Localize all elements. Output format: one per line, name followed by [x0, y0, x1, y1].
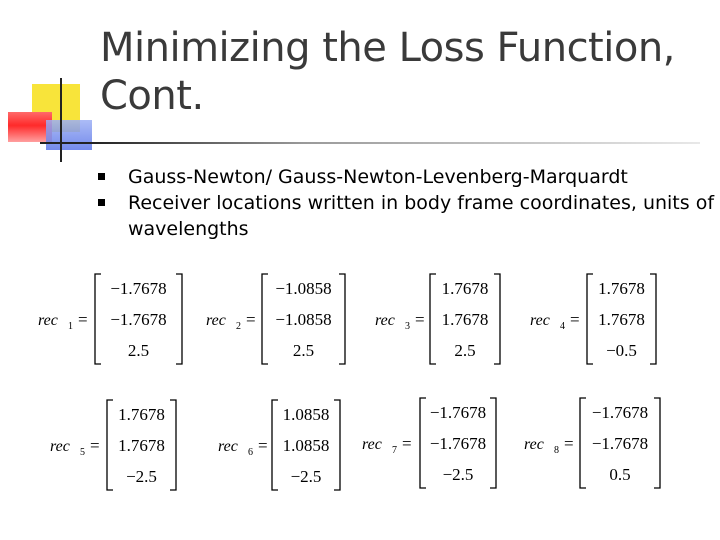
title-underline — [40, 142, 700, 144]
receiver-label: rec — [530, 312, 550, 329]
matrix-entry: −1.7678 — [110, 279, 167, 298]
equals-sign: = — [402, 434, 412, 453]
receiver-subscript: 8 — [554, 445, 559, 456]
right-bracket — [654, 398, 660, 488]
equals-sign: = — [246, 310, 256, 329]
equals-sign: = — [78, 310, 88, 329]
equals-sign: = — [570, 310, 580, 329]
receiver-label: rec — [50, 438, 70, 455]
bullet-text: Receiver locations written in body frame coordinates, units of wavelengths — [128, 192, 715, 240]
matrix-entry: 1.7678 — [441, 279, 489, 298]
bullet-item — [98, 164, 718, 190]
right-bracket — [176, 274, 182, 364]
equals-sign: = — [415, 310, 425, 329]
receiver-subscript: 3 — [405, 321, 410, 332]
bullet-text: Gauss-Newton/ Gauss-Newton-Levenberg-Marquardt — [128, 166, 628, 188]
right-bracket — [490, 398, 496, 488]
bullet-list — [98, 164, 718, 242]
slide-title: Minimizing the Loss Function, Cont. — [100, 25, 675, 119]
left-bracket — [420, 398, 426, 488]
matrix-entry: 1.7678 — [118, 405, 165, 424]
bullet-square-icon — [98, 199, 105, 206]
matrix-entry: 2.5 — [454, 341, 476, 360]
equals-sign: = — [564, 434, 574, 453]
receiver-subscript: 5 — [80, 447, 85, 458]
right-bracket — [494, 274, 500, 364]
left-bracket — [107, 400, 113, 490]
right-bracket — [334, 400, 340, 490]
receiver-label: rec — [218, 438, 238, 455]
receiver-label: rec — [206, 312, 226, 329]
matrix-entry: 1.7678 — [441, 310, 489, 329]
matrix-entry: 1.7678 — [118, 436, 165, 455]
left-bracket — [262, 274, 268, 364]
matrix-entry: −1.0858 — [275, 310, 332, 329]
receiver-subscript: 7 — [392, 445, 397, 456]
matrix-entry: −1.7678 — [429, 403, 487, 422]
receiver-label: rec — [362, 436, 382, 453]
matrix-entry: −2.5 — [442, 465, 474, 484]
equals-sign: = — [90, 436, 100, 455]
matrix-entry: −2.5 — [126, 467, 157, 486]
matrix-entry: 1.0858 — [282, 436, 330, 455]
decor-blue-square — [46, 120, 92, 150]
matrix-entry: −2.5 — [290, 467, 322, 486]
left-bracket — [580, 398, 586, 488]
receiver-label: rec — [375, 312, 395, 329]
matrix-entry: −1.0858 — [275, 279, 332, 298]
matrix-entry: 0.5 — [609, 465, 631, 484]
receiver-subscript: 4 — [560, 321, 565, 332]
receiver-subscript: 1 — [68, 321, 73, 332]
matrix-entry: 2.5 — [292, 341, 315, 360]
right-bracket — [650, 274, 656, 364]
left-bracket — [95, 274, 101, 364]
right-bracket — [339, 274, 345, 364]
matrix-entry: 2.5 — [127, 341, 150, 360]
matrix-entry: −1.7678 — [429, 434, 487, 453]
left-bracket — [272, 400, 278, 490]
matrix-entry: −1.7678 — [591, 434, 649, 453]
equals-sign: = — [258, 436, 268, 455]
receiver-subscript: 2 — [236, 321, 241, 332]
receiver-label: rec — [524, 436, 544, 453]
right-bracket — [170, 400, 176, 490]
receiver-matrices — [0, 260, 720, 500]
left-bracket — [587, 274, 593, 364]
matrix-entry: −1.7678 — [110, 310, 167, 329]
receiver-label: rec — [38, 312, 58, 329]
matrix-entry: −1.7678 — [591, 403, 649, 422]
matrix-entry: 1.0858 — [282, 405, 330, 424]
receiver-subscript: 6 — [248, 447, 253, 458]
decor-vertical-line — [60, 78, 62, 162]
bullet-square-icon — [98, 173, 105, 180]
matrix-entry: 1.7678 — [598, 279, 645, 298]
bullet-item — [98, 190, 718, 242]
matrix-entry: 1.7678 — [598, 310, 645, 329]
matrix-entry: −0.5 — [606, 341, 637, 360]
left-bracket — [430, 274, 436, 364]
